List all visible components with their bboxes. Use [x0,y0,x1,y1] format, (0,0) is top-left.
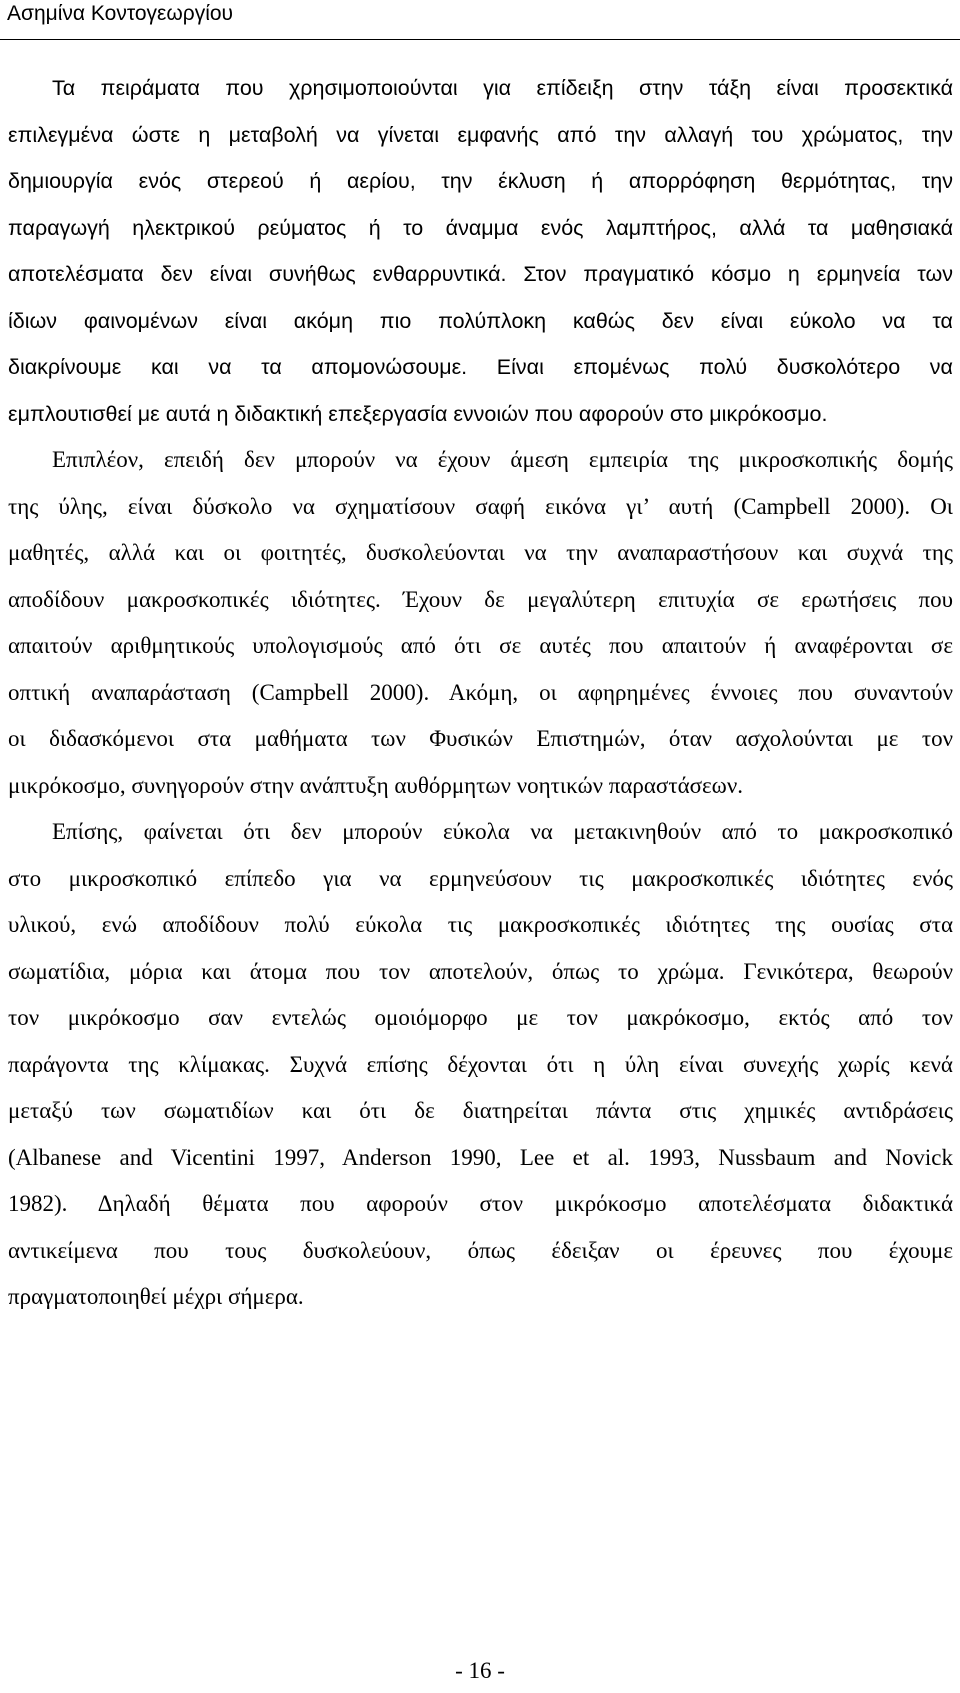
paragraph-2 [8,809,953,1321]
text-line: Τα πειράματα που χρησιμοποιούνται για επίδειξη στην τάξη είναι προσεκτικά [52,76,953,100]
text-line: μαθητές, αλλά και οι φοιτητές, δυσκολεύονται να την αναπαραστήσουν και συχνά της [8,540,953,565]
text-line: παράγοντα της κλίμακας. Συχνά επίσης δέχονται ότι η ύλη είναι συνεχής χωρίς κενά [8,1051,953,1077]
text-line: αποτελέσματα δεν είναι συνήθως ενθαρρυντικά. Στον πραγματικό κόσμο η ερμηνεία των [8,262,953,286]
text-line: οι διδασκόμενοι στα μαθήματα των Φυσικών Επιστημών, όταν ασχολούνται με τον [8,726,953,751]
text-line: (Albanese and Vicentini 1997, Anderson 1990, Lee et al. 1993, Nussbaum and Novick [8,1144,953,1170]
text-line: μεταξύ των σωματιδίων και ότι δε διατηρείται πάντα στις χημικές αντιδράσεις [8,1098,953,1123]
text-line: δημιουργία ενός στερεού ή αερίου, την έκλυση ή απορρόφηση θερμότητας, την [8,169,953,193]
text-line: αντικείμενα που τους δυσκολεύουν, όπως έδειξαν οι έρευνες που έχουμε [8,1237,953,1263]
text-line: σωματίδια, μόρια και άτομα που τον αποτελούν, όπως το χρώμα. Γενικότερα, θεωρούν [8,958,953,984]
text-line: απαιτούν αριθμητικούς υπολογισμούς από ότι σε αυτές που απαιτούν ή αναφέρονται σε [8,633,953,658]
text-line: υλικού, ενώ αποδίδουν πολύ εύκολα τις μακροσκοπικές ιδιότητες της ουσίας στα [8,912,953,937]
text-line: διακρίνουμε και να τα απομονώσουμε. Είναι επομένως πολύ δυσκολότερο να [8,355,953,379]
paragraph-1 [8,65,953,809]
text-line: της ύλης, είναι δύσκολο να σχηματίσουν σαφή εικόνα γι’ αυτή (Campbell 2000). Οι [8,493,953,519]
page-header [0,0,960,40]
text-line: Επιπλέον, επειδή δεν μπορούν να έχουν άμεση εμπειρία της μικροσκοπικής δομής [52,447,953,472]
text-line: πραγματοποιηθεί μέχρι σήμερα. [8,1284,304,1309]
text-line: στο μικροσκοπικό επίπεδο για να ερμηνεύσουν τις μακροσκοπικές ιδιότητες ενός [8,865,953,891]
text-line: Επίσης, φαίνεται ότι δεν μπορούν εύκολα να μετακινηθούν από το μακροσκοπικό [52,819,953,844]
text-line: παραγωγή ηλεκτρικού ρεύματος ή το άναμμα ενός λαμπτήρος, αλλά τα μαθησιακά [8,215,953,240]
text-line: αποδίδουν μακροσκοπικές ιδιότητες. Έχουν δε μεγαλύτερη επιτυχία σε ερωτήσεις που [8,586,953,612]
text-line: μικρόκοσμο, συνηγορούν στην ανάπτυξη αυθόρμητων νοητικών παραστάσεων. [8,772,743,798]
text-line: ίδιων φαινομένων είναι ακόμη πιο πολύπλοκη καθώς δεν είναι εύκολο να τα [8,308,953,333]
body-text [8,65,953,1321]
text-line: οπτική αναπαράσταση (Campbell 2000). Ακόμη, οι αφηρημένες έννοιες που συναντούν [8,679,953,705]
header-author: Ασημίνα Κοντογεωργίου [7,2,234,25]
text-line: τον μικρόκοσμο σαν εντελώς ομοιόμορφο με τον μακρόκοσμο, εκτός από τον [8,1005,953,1030]
text-line: επιλεγμένα ώστε η μεταβολή να γίνεται εμφανής από την αλλαγή του χρώματος, την [8,122,953,147]
text-line: 1982). Δηλαδή θέματα που αφορούν στον μικρόκοσμο αποτελέσματα διδακτικά [8,1191,953,1216]
text-line: εμπλουτισθεί με αυτά η διδακτική επεξεργασία εννοιών που αφορούν στο μικρόκοσμο. [8,401,828,426]
page-number: - 16 - [455,1658,505,1683]
